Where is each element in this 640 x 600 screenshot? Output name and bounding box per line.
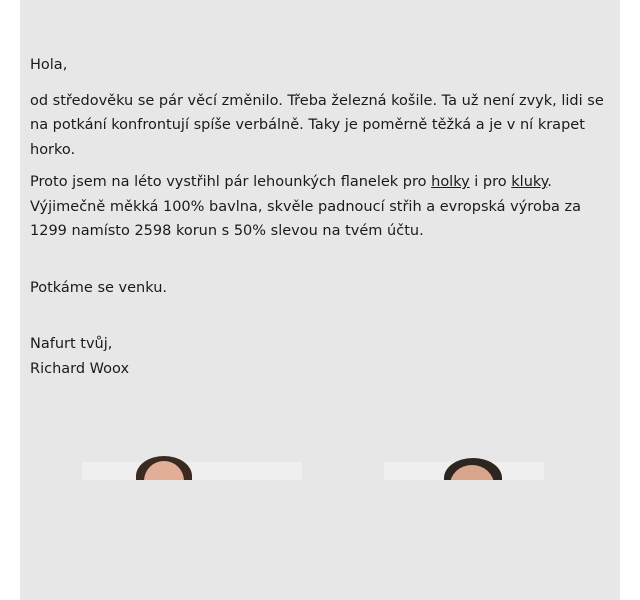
offer-paragraph <box>30 170 610 244</box>
photo-men-panel[interactable] <box>384 462 544 480</box>
meet-paragraph: Potkáme se venku. <box>30 279 167 296</box>
signature: Richard Woox <box>30 360 130 377</box>
photo-women-panel[interactable] <box>82 462 302 480</box>
link-holky[interactable]: holky <box>431 174 470 190</box>
email-body <box>20 0 620 600</box>
intro-paragraph: od středověku se pár věcí změnilo. Třeba železná košile. Ta už není zvyk, lidi se na potkání konfrontují spíše verbálně. Taky je poměrně těžká a je v ní krapet horko. <box>30 92 604 158</box>
offer-text-before: Proto jsem na léto vystřihl pár lehounkých flanelek pro <box>30 174 432 190</box>
offer-text-middle: i pro <box>469 174 512 190</box>
link-kluky[interactable]: kluky <box>511 174 548 190</box>
product-photos <box>20 450 620 480</box>
email-text <box>30 53 610 381</box>
offer-text-after: . Výjimečně měkká 100% bavlna, skvěle padnoucí střih a evropská výroba za 1299 namísto 2598 korun s 50% slevou na tvém účtu. <box>30 174 582 239</box>
closing-line: Nafurt tvůj, <box>30 336 113 352</box>
greeting: Hola, <box>30 57 68 73</box>
